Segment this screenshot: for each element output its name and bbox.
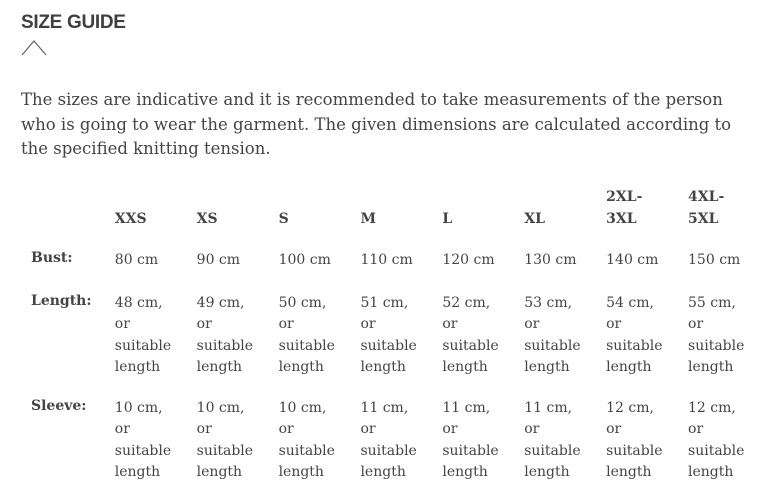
- table-cell: 49 cm, or suitable length: [196, 294, 254, 375]
- header-spacer: [21, 182, 115, 230]
- table-cell: 12 cm, or suitable length: [688, 399, 745, 480]
- table-cell: 10 cm, or suitable length: [196, 399, 254, 480]
- size-header: M: [360, 210, 376, 227]
- table-row-bust: [21, 230, 770, 272]
- table-cell: 11 cm, or suitable length: [360, 399, 417, 480]
- table-cell: 11 cm, or suitable length: [442, 399, 499, 480]
- table-cell: 51 cm, or suitable length: [360, 294, 417, 375]
- size-header: XXS: [114, 210, 147, 227]
- size-header: L: [442, 210, 453, 227]
- size-header: S: [278, 210, 289, 227]
- size-header: XL: [524, 210, 545, 227]
- size-header: 4XL- 5XL: [688, 189, 725, 227]
- size-table: [21, 182, 770, 484]
- row-label: Sleeve:: [31, 397, 87, 414]
- table-cell: 120 cm: [442, 252, 495, 268]
- table-cell: 12 cm, or suitable length: [606, 399, 663, 480]
- table-cell: 140 cm: [606, 252, 659, 268]
- table-cell: 80 cm: [114, 252, 159, 268]
- table-cell: 100 cm: [278, 252, 331, 268]
- table-cell: 130 cm: [524, 252, 577, 268]
- table-cell: 150 cm: [688, 252, 741, 268]
- table-row-length: [21, 272, 770, 379]
- row-label: Length:: [31, 292, 92, 309]
- table-cell: 50 cm, or suitable length: [278, 294, 335, 375]
- table-cell: 10 cm, or suitable length: [278, 399, 335, 480]
- table-cell: 10 cm, or suitable length: [114, 399, 172, 480]
- size-header: 2XL- 3XL: [606, 189, 643, 227]
- table-cell: 54 cm, or suitable length: [606, 294, 663, 375]
- chevron-up-icon[interactable]: [21, 38, 47, 56]
- table-cell: 55 cm, or suitable length: [688, 294, 745, 375]
- size-header-row: [21, 182, 770, 230]
- table-cell: 48 cm, or suitable length: [114, 294, 172, 375]
- table-cell: 52 cm, or suitable length: [442, 294, 499, 375]
- table-row-sleeve: [21, 379, 770, 484]
- table-cell: 53 cm, or suitable length: [524, 294, 581, 375]
- row-label: Bust:: [31, 250, 73, 266]
- size-header: XS: [196, 210, 218, 227]
- table-cell: 11 cm, or suitable length: [524, 399, 581, 480]
- table-cell: 110 cm: [360, 252, 413, 268]
- size-guide-intro: The sizes are indicative and it is recommended to take measurements of the person who is going to wear the garment. The given dimensions are calculated according to the specified knitting tension.: [21, 90, 732, 158]
- size-guide-title[interactable]: SIZE GUIDE: [21, 12, 126, 33]
- table-cell: 90 cm: [196, 252, 241, 268]
